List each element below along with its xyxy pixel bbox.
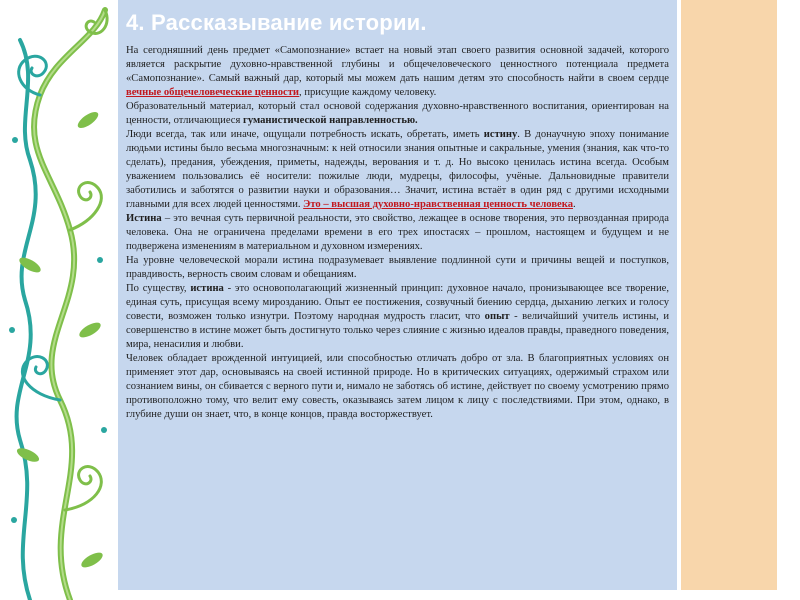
paragraph-2-text: Образовательный материал, который стал основой содержания духовно-нравственного воспитания, ориентирован на ценности, отличающиеся xyxy=(126,101,669,126)
paragraph-2 xyxy=(126,100,669,128)
paragraph-3 xyxy=(126,128,669,212)
paragraph-6-text: По существу, xyxy=(126,283,191,294)
right-accent-panel xyxy=(681,0,777,590)
paragraph-5-text: На уровне человеческой морали истина подразумевает выявление подлинной сути и причины вещей и поступков, правдивость, верность своим словам и обещаниям. xyxy=(126,255,669,280)
paragraph-6 xyxy=(126,282,669,352)
bottom-margin xyxy=(118,590,777,600)
paragraph-3-text2: . В донаучную эпоху понимание людьми истины было весьма многозначным: к ней относили знания опытные и сакральные, умения (знания, как что-то сделать), предания, убеждения, приметы, надежды, верования и т. д. Но высоко ценилась истина всегда. Особым уважением пользовались её носители: пожилые люди, мудрецы, философы, учёные. Дальновидные правители заботились и заботятся о развитии науки и образования… Значит, истина встаёт в один ряд с другими исходными главными для всех людей ценностями. xyxy=(126,129,669,210)
paragraph-7 xyxy=(126,352,669,422)
paragraph-3-text: Люди всегда, так или иначе, ощущали потребность искать, обретать, иметь xyxy=(126,129,484,140)
paragraph-6-bold2: опыт xyxy=(484,311,510,322)
paragraph-6-text3: - величайший учитель истины, и совершенство в истине может быть достигнуто только через слияние с жизнью идеалов правды, праведного поведения, мира, ненасилия и любви. xyxy=(126,311,670,350)
paragraph-7-text: Человек обладает врожденной интуицией, или способностью отличать добро от зла. В благоприятных условиях он применяет этот дар, основываясь на своей истинной природе. Но в критических ситуациях, одержимый страхом или сознанием вины, он сбивается с верного пути и, нимало не заботясь об истине, действует по своему усмотрению прямо противоположно тому, что велит ему совесть, оказываясь затем лицом к лицу с последствиями. При этом, однако, в глубине души он знает, что, в конце концов, правда восторжествует. xyxy=(126,353,669,420)
paragraph-6-text2: - это основополагающий жизненный принцип: духовное начало, пронизывающее все творение, единая суть, присущая всему мирозданию. Опыт ее постижения, созвучный биению сердца, дыханию легких и голосу совести, возможен только изнутри. Поэтому народная мудрость гласит, что xyxy=(126,283,669,322)
swirl-vine-ornament-icon xyxy=(0,0,118,600)
paragraph-3-tail: . xyxy=(573,199,576,210)
paragraph-2-bold: гуманистической направленностью. xyxy=(243,115,418,126)
paragraph-4-bold: Истина xyxy=(126,213,162,224)
paragraph-5 xyxy=(126,254,669,282)
slide-title: 4. Рассказывание истории. xyxy=(126,10,427,35)
paragraph-4 xyxy=(126,212,669,254)
paragraph-1-text: На сегодняшний день предмет «Самопознание» встает на новый этап своего развития основной задачей, которого является раскрытие духовно-нравственной глубины и общечеловеческого ценностного потенциала предмета «Самопознание». Самый важный дар, который мы можем дать нашим детям это способность найти в своем сердце xyxy=(126,45,669,84)
paragraph-3-highlight: Это – высшая духовно-нравственная ценность человека xyxy=(303,199,573,210)
paragraph-1 xyxy=(126,44,669,100)
content-panel xyxy=(118,0,677,590)
paragraph-1-highlight: вечные общечеловеческие ценности xyxy=(126,87,300,98)
paragraph-4-text: – это вечная суть первичной реальности, это свойство, лежащее в основе творения, это первозданная природа человека. Она не ограничена пределами времени в его трех ипостасях – прошлом, настоящем и будущем и не подвержена изменениям в материальном и духовном измерениях. xyxy=(126,213,669,252)
paragraph-6-bold: истина xyxy=(190,283,224,294)
right-margin xyxy=(777,0,800,600)
paragraph-1-tail: , присущие каждому человеку. xyxy=(299,87,437,98)
paragraph-3-bold: истину xyxy=(483,129,518,140)
